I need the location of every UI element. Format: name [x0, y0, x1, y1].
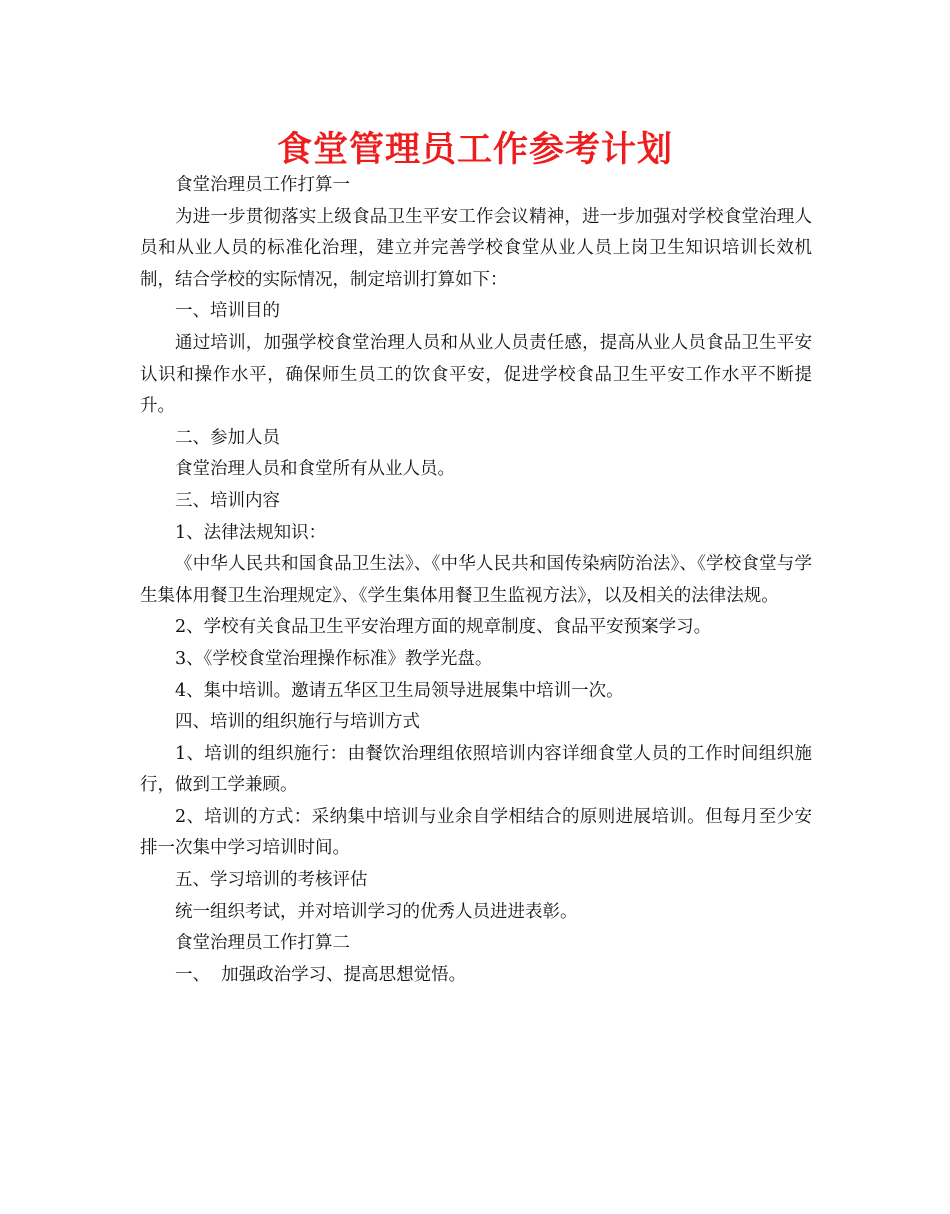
paragraph: 2、培训的方式：采纳集中培训与业余自学相结合的原则进展培训。但每月至少安排一次集中学习培训时间。: [140, 806, 812, 859]
paragraph: 三、培训内容: [175, 490, 280, 511]
paragraph: 二、参加人员: [175, 427, 280, 448]
paragraph: 1、法律法规知识：: [175, 522, 327, 543]
paragraph: 五、学习培训的考核评估: [175, 870, 368, 891]
paragraph: 一、培训目的: [175, 301, 280, 322]
paragraph: 食堂治理员工作打算一: [175, 175, 350, 195]
paragraph: 为进一步贯彻落实上级食品卫生平安工作会议精神，进一步加强对学校食堂治理人员和从业人员的标准化治理，建立并完善学校食堂从业人员上岗卫生知识培训长效机制，结合学校的实际情况，制定培训打算如下：: [140, 206, 812, 290]
paragraph: 统一组织考试，并对培训学习的优秀人员进进表彰。: [175, 901, 578, 922]
paragraph: 通过培训，加强学校食堂治理人员和从业人员责任感，提高从业人员食品卫生平安认识和操作水平，确保师生员工的饮食平安，促进学校食品卫生平安工作水平不断提升。: [140, 332, 812, 417]
paragraph: 1、培训的组织施行：由餐饮治理组依照培训内容详细食堂人员的工作时间组织施行，做到工学兼顾。: [140, 743, 812, 796]
paragraph: 四、培训的组织施行与培训方式: [175, 712, 420, 733]
paragraph: 食堂治理人员和食堂所有从业人员。: [175, 459, 455, 480]
paragraph: 食堂治理员工作打算二: [175, 933, 350, 954]
document-title: 食堂管理员工作参考计划: [276, 130, 673, 170]
paragraph: 《中华人民共和国食品卫生法》、《中华人民共和国传染病防治法》、《学校食堂与学生集体用餐卫生治理规定》、《学生集体用餐卫生监视方法》，以及相关的法律法规。: [140, 554, 812, 606]
paragraph: 2、学校有关食品卫生平安治理方面的规章制度、食品平安预案学习。: [175, 617, 712, 638]
paragraph: 一、 加强政治学习、提高思想觉悟。: [175, 964, 467, 985]
paragraph: 4、集中培训。邀请五华区卫生局领导进展集中培训一次。: [175, 680, 624, 701]
document-body: [140, 170, 812, 991]
paragraph: 3、《学校食堂治理操作标准》教学光盘。: [175, 648, 493, 669]
